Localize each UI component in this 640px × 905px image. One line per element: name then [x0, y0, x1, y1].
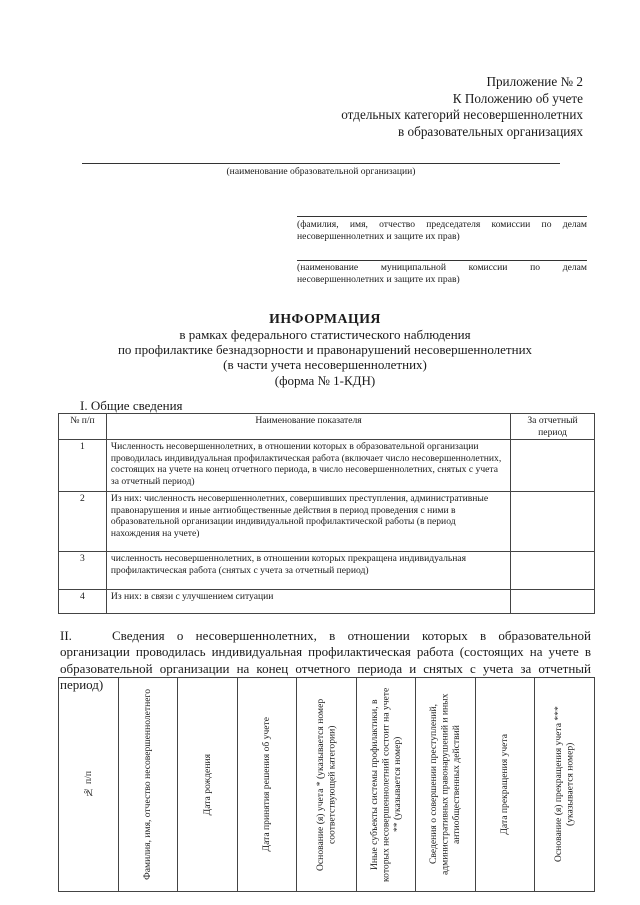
table-header-row	[59, 414, 595, 440]
row-number: 3	[59, 552, 107, 590]
commission-name-line	[297, 260, 587, 261]
column-header: Сведения о совершении преступлений, административных правонарушений и иных антиобщественных действий	[428, 693, 463, 876]
students-table	[58, 677, 595, 892]
subtitle-line-1: в рамках федерального статистического наблюдения	[179, 327, 471, 342]
column-header: Основание (я) учета * (указывается номер соответствующей категории)	[314, 698, 338, 871]
section-1-heading: I. Общие сведения	[80, 398, 183, 413]
indicator-text: Из них: в связи с улучшением ситуации	[106, 590, 510, 614]
row-number: 4	[59, 590, 107, 614]
appendix-line-4: в образовательных организациях	[398, 123, 583, 139]
document-title: ИНФОРМАЦИЯ	[269, 311, 381, 326]
row-number: 2	[59, 492, 107, 552]
document-title-block	[60, 310, 590, 388]
column-header: Наименование показателя	[106, 414, 510, 440]
general-info-table	[58, 413, 595, 614]
org-caption: (наименование образовательной организации)	[226, 166, 416, 177]
table-row	[59, 590, 595, 614]
org-name-line	[82, 163, 560, 164]
indicator-value[interactable]	[511, 552, 595, 590]
chair-caption: (фамилия, имя, отчество председателя комиссии по делам несовершеннолетних и защите их прав)	[297, 219, 587, 242]
table-row	[59, 492, 595, 552]
table-header-row	[59, 678, 595, 892]
column-header: № п/п	[82, 771, 94, 798]
table-row	[59, 440, 595, 492]
column-header: Дата рождения	[201, 753, 213, 816]
subtitle-line-3: (в части учета несовершеннолетних)	[223, 357, 427, 373]
column-header: Основание (я) прекращения учета *** (указывается номер)	[553, 706, 576, 863]
column-header: Фамилия, имя, отчество несовершеннолетнего	[142, 689, 154, 880]
section-2-text: Сведения о несовершеннолетних, в отношении которых в образовательной организации проводилась индивидуальная профилактическая работа (состоящих на учете в образовательной организации на конец отчетного периода и снятых с учета за отчетный период)	[60, 628, 591, 693]
indicator-value[interactable]	[511, 440, 595, 492]
chair-name-line	[297, 216, 587, 217]
subtitle-line-4: (форма № 1-КДН)	[274, 372, 376, 388]
indicator-text: численность несовершеннолетних, в отношении которых прекращена индивидуальная профилактическая работа (снятых с учета за отчетный период)	[106, 552, 510, 590]
indicator-value[interactable]	[511, 590, 595, 614]
indicator-text: Численность несовершеннолетних, в отношении которых в образовательной организации проводилась индивидуальная профилактическая работа (включает число несовершеннолетних, состоящих на учете на конец отчетного периода, в число несовершеннолетних, снятых с учета за отчетный период)	[106, 440, 510, 492]
indicator-value[interactable]	[511, 492, 595, 552]
appendix-line-2: К Положению об учете	[452, 90, 583, 106]
appendix-line-1: Приложение № 2	[486, 74, 583, 89]
row-number: 1	[59, 440, 107, 492]
indicator-text: Из них: численность несовершеннолетних, совершивших преступления, административные правонарушения и иные антиобщественные действия в период проведения с ними в образовательной организации индивидуальной профилактической работы (в период нахождения на учете)	[106, 492, 510, 552]
column-header: № п/п	[59, 414, 107, 440]
appendix-header	[341, 74, 583, 140]
column-header: Дата прекращения учета	[499, 734, 511, 835]
appendix-line-3: отдельных категорий несовершеннолетних	[341, 107, 583, 122]
commission-caption: (наименование муниципальной комиссии по делам несовершеннолетних и защите их прав)	[297, 262, 587, 285]
section-2-number: II.	[60, 628, 72, 643]
table-row	[59, 552, 595, 590]
column-header: Иные субъекты системы профилактики, в которых несовершеннолетний состоит на учете ** (указывается номер)	[368, 687, 403, 882]
column-header: Дата принятия решения об учете	[261, 717, 273, 852]
column-header: За отчетный период	[511, 414, 595, 440]
subtitle-line-2: по профилактике безнадзорности и правонарушений несовершеннолетних	[117, 342, 533, 358]
